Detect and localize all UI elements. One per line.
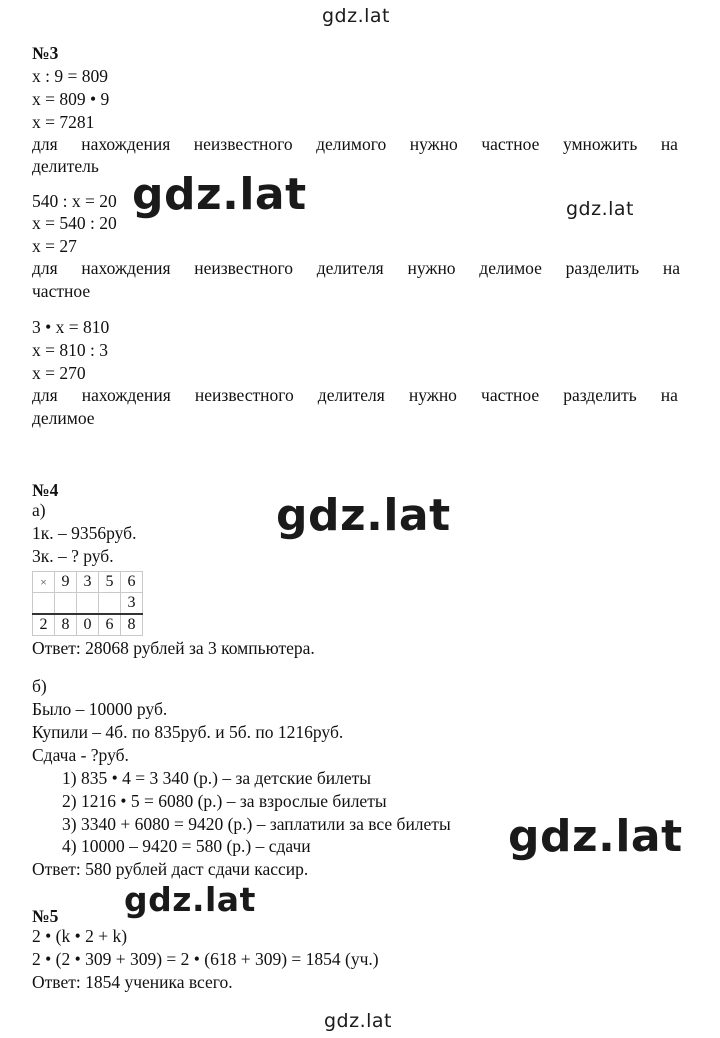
grid-cell [33, 593, 55, 615]
watermark-right: gdz.lat [566, 198, 635, 220]
rule1-word: нужно [409, 134, 458, 154]
task3-rule3 [32, 387, 678, 405]
watermark-large-2: gdz.lat [276, 490, 451, 541]
rule3-word: неизвестного [194, 385, 294, 405]
task4-b-step3: 3) 3340 + 6080 = 9420 (р.) – заплатили за все билеты [62, 814, 451, 834]
task3-eq3-line2: x = 810 : 3 [32, 340, 108, 360]
task3-heading: №3 [32, 43, 59, 63]
rule1-word: умножить [562, 134, 638, 154]
task4-b-line2: Купили – 4б. по 835руб. и 5б. по 1216руб. [32, 722, 344, 742]
grid-cell: 0 [77, 614, 99, 636]
grid-cell [99, 593, 121, 615]
task5-line1: 2 • (k • 2 + k) [32, 926, 128, 946]
task3-eq1-line3: x = 7281 [32, 112, 95, 132]
grid-cell: 8 [55, 614, 77, 636]
task4-b-step4: 4) 10000 – 9420 = 580 (р.) – сдачи [62, 836, 311, 856]
task3-eq3-line3: x = 270 [32, 363, 86, 383]
rule2-word: нахождения [81, 258, 171, 278]
task3-eq1-line1: x : 9 = 809 [32, 66, 108, 86]
watermark-top: gdz.lat [322, 5, 391, 27]
task4-b-line3: Сдача - ?руб. [32, 745, 129, 765]
rule2-word: делимое [479, 258, 542, 278]
task3-rule2 [32, 260, 680, 278]
rule3-word: частное [481, 385, 540, 405]
watermark-bottom: gdz.lat [324, 1010, 393, 1032]
rule2-word: для [32, 258, 58, 278]
task3-eq1-line2: x = 809 • 9 [32, 89, 110, 109]
multiplication-grid [32, 571, 143, 636]
rule2-word: на [662, 258, 680, 278]
task4-part-a-label: а) [32, 500, 46, 520]
task3-eq2-line2: x = 540 : 20 [32, 213, 117, 233]
task4-a-line2: 3к. – ? руб. [32, 546, 114, 566]
watermark-large-3: gdz.lat [508, 811, 683, 862]
task4-b-answer: Ответ: 580 рублей даст сдачи кассир. [32, 859, 309, 879]
task3-eq3-line1: 3 • x = 810 [32, 317, 110, 337]
task4-a-answer: Ответ: 28068 рублей за 3 компьютера. [32, 638, 315, 658]
rule3-word: нахождения [81, 385, 171, 405]
rule3-word: разделить [563, 385, 637, 405]
rule1-word: на [660, 134, 678, 154]
rule3-word: для [32, 385, 58, 405]
grid-cell: 6 [121, 572, 143, 593]
task4-b-line1: Было – 10000 руб. [32, 699, 168, 719]
rule3-word: нужно [408, 385, 457, 405]
task5-answer: Ответ: 1854 ученика всего. [32, 972, 233, 992]
rule2-word: неизвестного [194, 258, 294, 278]
watermark-medium: gdz.lat [124, 880, 256, 919]
rule1-word: нахождения [81, 134, 171, 154]
grid-cell: 2 [33, 614, 55, 636]
rule1-word: частное [481, 134, 540, 154]
task3-rule1-end: делитель [32, 156, 99, 176]
task3-rule1 [32, 136, 678, 154]
task4-b-step2: 2) 1216 • 5 = 6080 (р.) – за взрослые билеты [62, 791, 387, 811]
rule3-word: на [660, 385, 678, 405]
rule2-word: нужно [407, 258, 456, 278]
task3-rule2-end: частное [32, 281, 91, 301]
task4-b-step1: 1) 835 • 4 = 3 340 (р.) – за детские билеты [62, 768, 372, 788]
grid-cell: 3 [121, 593, 143, 615]
rule3-word: делителя [317, 385, 385, 405]
mult-sign: × [33, 572, 55, 593]
task4-heading: №4 [32, 480, 59, 500]
task4-part-b-label: б) [32, 676, 47, 696]
grid-cell: 5 [99, 572, 121, 593]
grid-cell: 3 [77, 572, 99, 593]
task3-eq2-line3: x = 27 [32, 236, 77, 256]
task5-line2: 2 • (2 • 309 + 309) = 2 • (618 + 309) = 1854 (уч.) [32, 949, 379, 969]
task3-rule3-end: делимое [32, 408, 95, 428]
rule2-word: делителя [316, 258, 384, 278]
grid-cell: 9 [55, 572, 77, 593]
task4-a-line1: 1к. – 9356руб. [32, 523, 137, 543]
task5-heading: №5 [32, 906, 59, 926]
rule1-word: неизвестного [193, 134, 293, 154]
watermark-large-1: gdz.lat [132, 169, 307, 220]
rule1-word: делимого [316, 134, 387, 154]
rule2-word: разделить [565, 258, 640, 278]
grid-cell [77, 593, 99, 615]
grid-cell [55, 593, 77, 615]
grid-cell: 6 [99, 614, 121, 636]
grid-cell: 8 [121, 614, 143, 636]
rule1-word: для [32, 134, 58, 154]
task3-eq2-line1: 540 : x = 20 [32, 191, 117, 211]
